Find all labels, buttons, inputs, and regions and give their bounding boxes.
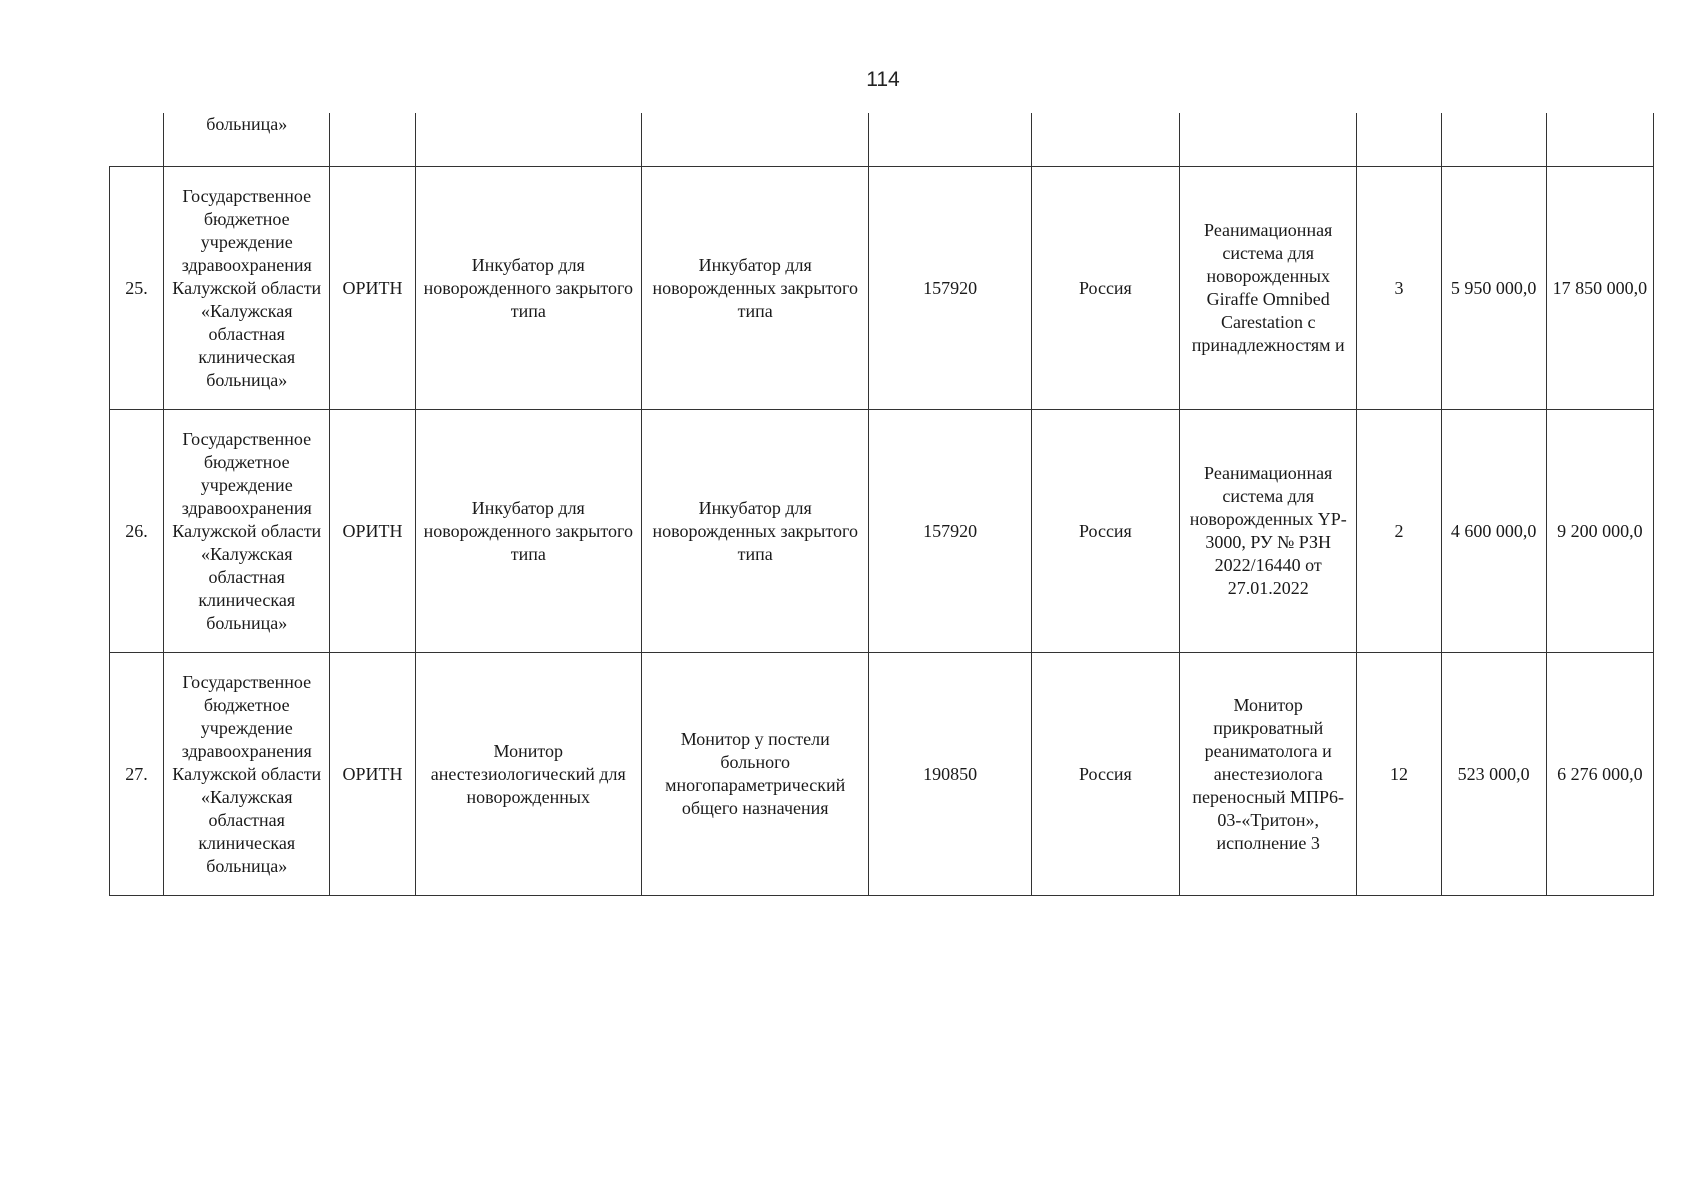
cell-total: 17 850 000,0 — [1546, 167, 1653, 410]
cell-qty: 3 — [1357, 167, 1441, 410]
cell-dept: ОРИТН — [330, 410, 415, 653]
cell-country: Россия — [1031, 653, 1179, 896]
cell-name: Инкубатор для новорожденного закрытого типа — [415, 410, 641, 653]
table-row — [110, 167, 1654, 410]
cell-price: 5 950 000,0 — [1441, 167, 1546, 410]
cell-type — [642, 113, 869, 167]
cell-dept — [330, 113, 415, 167]
org-text: больница» — [206, 114, 288, 134]
cell-num: 27. — [110, 653, 164, 896]
continuation-row — [110, 113, 1654, 167]
cell-model: Реанимационная система для новорожденных YP-3000, РУ № РЗН 2022/16440 от 27.01.2022 — [1180, 410, 1357, 653]
cell-total: 9 200 000,0 — [1546, 410, 1653, 653]
cell-code: 190850 — [869, 653, 1031, 896]
cell-org — [164, 113, 330, 167]
cell-name: Инкубатор для новорожденного закрытого типа — [415, 167, 641, 410]
cell-dept: ОРИТН — [330, 167, 415, 410]
cell-name: Монитор анестезиологический для новорожденных — [415, 653, 641, 896]
cell-qty: 2 — [1357, 410, 1441, 653]
table-row — [110, 410, 1654, 653]
cell-type: Инкубатор для новорожденных закрытого типа — [642, 410, 869, 653]
cell-dept: ОРИТН — [330, 653, 415, 896]
cell-name — [415, 113, 641, 167]
cell-org: Государственное бюджетное учреждение здравоохранения Калужской области «Калужская областная клиническая больница» — [164, 410, 330, 653]
cell-num — [110, 113, 164, 167]
cell-country — [1031, 113, 1179, 167]
cell-total: 6 276 000,0 — [1546, 653, 1653, 896]
cell-type: Инкубатор для новорожденных закрытого типа — [642, 167, 869, 410]
cell-num: 26. — [110, 410, 164, 653]
equipment-table — [109, 113, 1654, 896]
cell-org: Государственное бюджетное учреждение здравоохранения Калужской области «Калужская областная клиническая больница» — [164, 653, 330, 896]
cell-qty: 12 — [1357, 653, 1441, 896]
cell-country: Россия — [1031, 410, 1179, 653]
cell-org: Государственное бюджетное учреждение здравоохранения Калужской области «Калужская областная клиническая больница» — [164, 167, 330, 410]
cell-model: Реанимационная система для новорожденных Giraffe Omnibed Carestation с принадлежностям и — [1180, 167, 1357, 410]
cell-type: Монитор у постели больного многопараметрический общего назначения — [642, 653, 869, 896]
page-number: 114 — [866, 68, 900, 91]
cell-num: 25. — [110, 167, 164, 410]
cell-code: 157920 — [869, 410, 1031, 653]
table-row — [110, 653, 1654, 896]
cell-total — [1546, 113, 1653, 167]
cell-qty — [1357, 113, 1441, 167]
cell-model: Монитор прикроватный реаниматолога и анестезиолога переносный МПР6-03-«Тритон», исполнение 3 — [1180, 653, 1357, 896]
cell-price — [1441, 113, 1546, 167]
cell-code — [869, 113, 1031, 167]
cell-model — [1180, 113, 1357, 167]
cell-country: Россия — [1031, 167, 1179, 410]
cell-price: 4 600 000,0 — [1441, 410, 1546, 653]
cell-price: 523 000,0 — [1441, 653, 1546, 896]
cell-code: 157920 — [869, 167, 1031, 410]
